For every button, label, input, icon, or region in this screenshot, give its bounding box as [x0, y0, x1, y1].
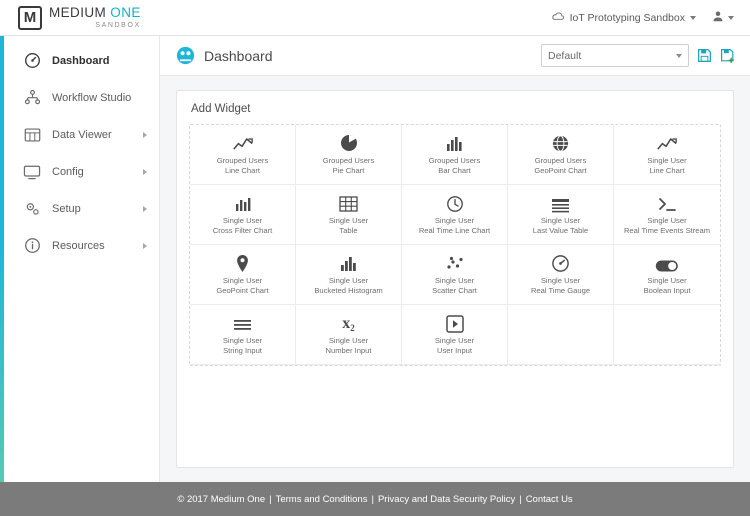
- histogram-icon: [339, 253, 359, 273]
- footer-copyright: © 2017 Medium One: [177, 493, 266, 505]
- chevron-down-icon: [690, 16, 696, 20]
- widget-option-grouped-users-geopoint-chart[interactable]: [508, 125, 614, 185]
- grid-table-icon: [339, 193, 358, 213]
- cloud-icon: [551, 11, 565, 25]
- sidebar-item-label: Workflow Studio: [52, 91, 132, 104]
- brand-text: [49, 6, 141, 29]
- widget-option-label: Grouped Users Line Chart: [216, 155, 269, 175]
- widget-option-label: Single User Number Input: [325, 335, 372, 355]
- sidebar-item-dashboard[interactable]: [0, 42, 159, 79]
- monitor-icon: [22, 163, 42, 181]
- widget-grid-empty-cell: [614, 305, 720, 365]
- chevron-right-icon: [143, 206, 147, 212]
- widget-grid: [190, 125, 720, 365]
- toggle-icon: [655, 253, 679, 273]
- widget-option-label: Single User Cross Filter Chart: [212, 215, 273, 235]
- sidebar-item-label: Setup: [52, 202, 81, 215]
- sidebar: [0, 36, 160, 482]
- save-icon[interactable]: [697, 48, 712, 63]
- widget-option-label: Single User Real Time Line Chart: [418, 215, 491, 235]
- sidebar-item-label: Config: [52, 165, 84, 178]
- widget-option-single-user-boolean-input[interactable]: [614, 245, 720, 305]
- main-area: [160, 36, 750, 482]
- user-menu[interactable]: [712, 10, 734, 25]
- workflow-icon: [22, 89, 42, 107]
- widget-grid-container: [189, 124, 721, 366]
- chevron-right-icon: [143, 169, 147, 175]
- user-icon: [712, 10, 724, 25]
- widget-option-label: Single User User Input: [434, 335, 475, 355]
- widget-option-single-user-real-time-events-stream[interactable]: [614, 185, 720, 245]
- widget-option-single-user-cross-filter-chart[interactable]: [190, 185, 296, 245]
- widget-option-label: Grouped Users Bar Chart: [428, 155, 481, 175]
- bars-icon: [233, 193, 253, 213]
- location-pin-icon: [235, 253, 250, 273]
- footer-separator: |: [269, 493, 272, 505]
- chevron-down-icon: [728, 16, 734, 20]
- widget-option-label: Single User Line Chart: [647, 155, 687, 175]
- widget-option-label: Single User Bucketed Histogram: [314, 275, 383, 295]
- sandbox-selector[interactable]: [551, 11, 696, 25]
- widget-option-single-user-line-chart[interactable]: [614, 125, 720, 185]
- play-icon: [446, 313, 464, 333]
- widget-option-single-user-geopoint-chart[interactable]: [190, 245, 296, 305]
- gauge-icon: [22, 52, 42, 70]
- info-icon: [22, 237, 42, 255]
- widget-option-single-user-last-value-table[interactable]: [508, 185, 614, 245]
- content-area: [160, 76, 750, 482]
- sidebar-item-config[interactable]: [0, 153, 159, 190]
- scatter-icon: [445, 253, 465, 273]
- bar-chart-icon: [445, 133, 465, 153]
- chevron-right-icon: [143, 243, 147, 249]
- widget-option-label: Single User Boolean Input: [643, 275, 691, 295]
- footer-link-contact[interactable]: Contact Us: [525, 493, 573, 505]
- page-header-actions: [541, 44, 736, 67]
- list-icon: [551, 193, 570, 213]
- chevron-right-icon: [143, 132, 147, 138]
- footer: [0, 482, 750, 516]
- footer-separator: |: [519, 493, 522, 505]
- footer-link-privacy[interactable]: Privacy and Data Security Policy: [377, 493, 516, 505]
- clock-icon: [446, 193, 464, 213]
- sidebar-item-label: Data Viewer: [52, 128, 112, 141]
- widget-option-single-user-real-time-gauge[interactable]: [508, 245, 614, 305]
- terminal-icon: [657, 193, 677, 213]
- widget-option-grouped-users-pie-chart[interactable]: [296, 125, 402, 185]
- line-chart-icon: [232, 133, 254, 153]
- widget-option-label: Single User Table: [328, 215, 369, 235]
- sidebar-item-setup[interactable]: [0, 190, 159, 227]
- gears-icon: [22, 200, 42, 218]
- lines-icon: [233, 313, 252, 333]
- brand-title: MEDIUM ONE: [49, 5, 141, 21]
- table-icon: [22, 126, 42, 144]
- sidebar-item-label: Resources: [52, 239, 105, 252]
- brand-mark-icon: M: [18, 6, 42, 30]
- widget-option-single-user-user-input[interactable]: [402, 305, 508, 365]
- brand-logo-area[interactable]: [0, 6, 160, 30]
- chevron-down-icon: [676, 54, 682, 58]
- widget-option-label: Single User Scatter Chart: [432, 275, 477, 295]
- sandbox-label: IoT Prototyping Sandbox: [569, 11, 685, 24]
- dashboard-icon: [176, 46, 195, 65]
- widget-option-single-user-bucketed-histogram[interactable]: [296, 245, 402, 305]
- widget-option-grouped-users-bar-chart[interactable]: [402, 125, 508, 185]
- widget-option-single-user-real-time-line-chart[interactable]: [402, 185, 508, 245]
- top-bar: [0, 0, 750, 36]
- dashboard-select[interactable]: [541, 44, 689, 67]
- dashboard-select-value: Default: [548, 49, 582, 62]
- globe-icon: [551, 133, 570, 153]
- pie-chart-icon: [339, 133, 359, 153]
- widget-option-label: Single User GeoPoint Chart: [216, 275, 269, 295]
- widget-option-single-user-number-input[interactable]: [296, 305, 402, 365]
- gauge-dial-icon: [551, 253, 570, 273]
- body: [0, 36, 750, 482]
- widget-option-label: Single User String Input: [222, 335, 263, 355]
- top-bar-right: [551, 10, 750, 25]
- x-squared-icon: x 2: [342, 314, 355, 333]
- sidebar-item-resources[interactable]: [0, 227, 159, 264]
- save-as-icon[interactable]: [720, 48, 736, 64]
- page-title: Dashboard: [204, 47, 273, 64]
- page-header: [160, 36, 750, 76]
- sidebar-item-workflow-studio[interactable]: [0, 79, 159, 116]
- add-widget-title: Add Widget: [191, 103, 251, 115]
- widget-option-single-user-scatter-chart[interactable]: [402, 245, 508, 305]
- footer-link-terms[interactable]: Terms and Conditions: [275, 493, 368, 505]
- brand-subtitle: SANDBOX: [95, 21, 141, 29]
- widget-option-label: Grouped Users Pie Chart: [322, 155, 375, 175]
- sidebar-item-data-viewer[interactable]: [0, 116, 159, 153]
- add-widget-panel: [176, 90, 734, 468]
- footer-separator: |: [371, 493, 374, 505]
- widget-option-label: Single User Last Value Table: [532, 215, 589, 235]
- sidebar-item-label: Dashboard: [52, 54, 110, 67]
- line-chart-icon: [656, 133, 678, 153]
- widget-grid-empty-cell: [508, 305, 614, 365]
- widget-option-label: Grouped Users GeoPoint Chart: [534, 155, 587, 175]
- widget-option-label: Single User Real Time Gauge: [530, 275, 591, 295]
- widget-option-label: Single User Real Time Events Stream: [623, 215, 711, 235]
- widget-option-single-user-table[interactable]: [296, 185, 402, 245]
- widget-option-grouped-users-line-chart[interactable]: [190, 125, 296, 185]
- widget-option-single-user-string-input[interactable]: [190, 305, 296, 365]
